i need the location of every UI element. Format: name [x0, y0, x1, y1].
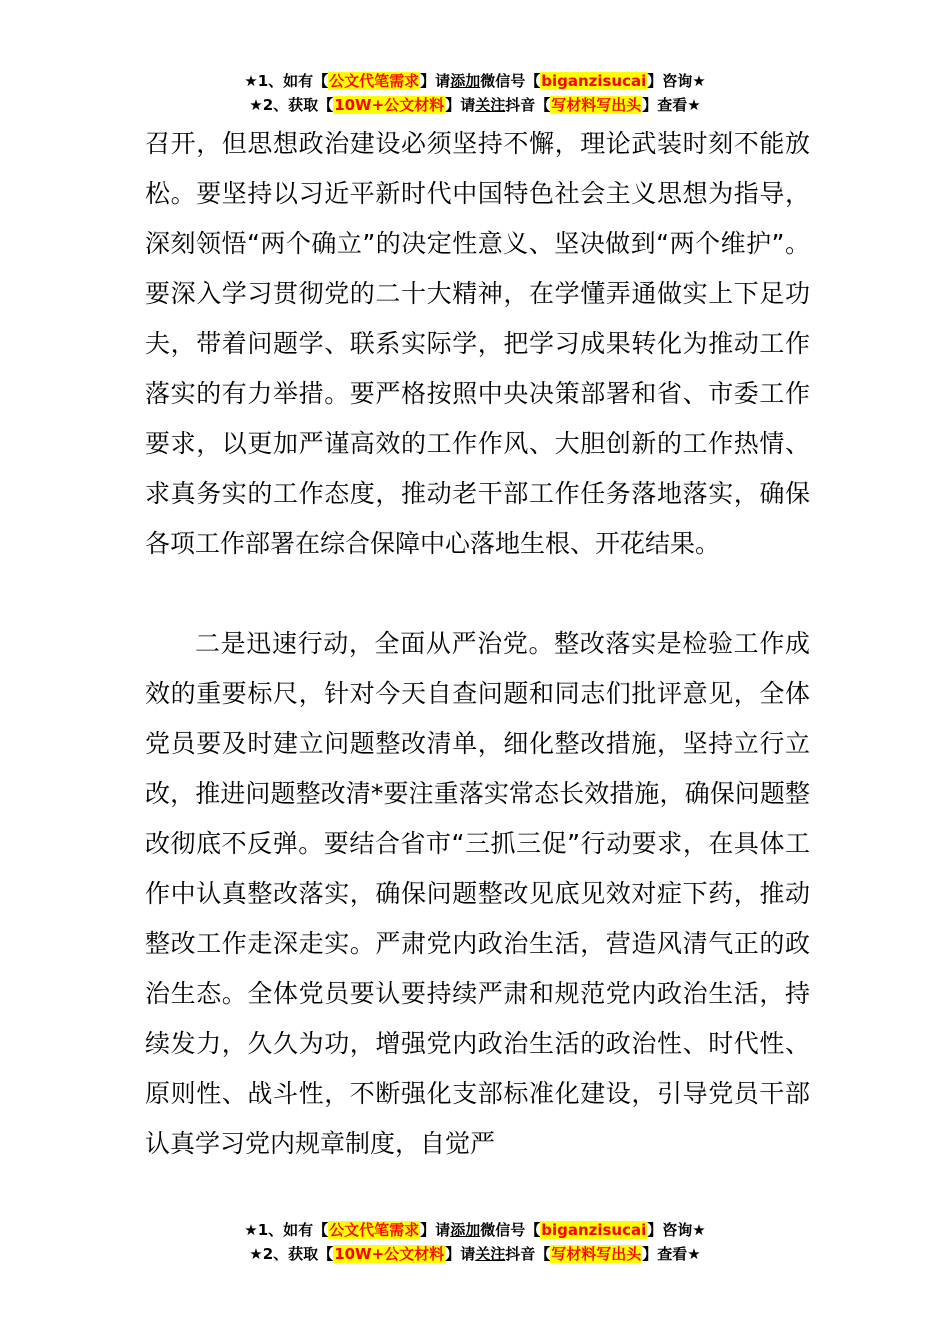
header-banner [0, 69, 950, 117]
banner-text: 】查看★ [642, 1245, 701, 1263]
document-body [145, 119, 810, 1169]
banner-underlined-text: 添加 [450, 1221, 481, 1239]
body-paragraph-1: 召开，但思想政治建设必须坚持不懈，理论武装时刻不能放松。要坚持以习近平新时代中国特色社会主义思想为指导，深刻领悟“两个确立”的决定性意义、坚决做到“两个维护”。要深入学习贯彻党的二十大精神，在学懂弄通做实上下足功夫，带着问题学、联系实际学，把学习成果转化为推动工作落实的有力举措。要严格按照中央决策部署和省、市委工作要求，以更加严谨高效的工作作风、大胆创新的工作热情、求真务实的工作态度，推动老干部工作任务落地落实，确保各项工作部署在综合保障中心落地生根、开花结果。 [145, 129, 810, 558]
banner-text: 】请 [445, 1245, 476, 1263]
banner-line-1 [0, 69, 950, 93]
banner-highlight: 写材料写出头 [551, 96, 642, 114]
body-paragraph-2: 二是迅速行动，全面从严治党。整改落实是检验工作成效的重要标尺，针对今天自查问题和同志们批评意见，全体党员要及时建立问题整改清单，细化整改措施，坚持立行立改，推进问题整改清*要注重落实常态长效措施，确保问题整改彻底不反弹。要结合省市“三抓三促”行动要求，在具体工作中认真整改落实，确保问题整改见底见效对症下药，推动整改工作走深走实。严肃党内政治生活，营造风清气正的政治生态。全体党员要认要持续严肃和规范党内政治生活，持续发力，久久为功，增强党内政治生活的政治性、时代性、原则性、战斗性，不断强化支部标准化建设，引导党员干部认真学习党内规章制度，自觉严 [145, 629, 810, 1158]
banner-text: 】咨询★ [647, 72, 706, 90]
banner-highlight: 10W+公文材料 [334, 96, 445, 114]
banner-line-2 [0, 93, 950, 117]
banner-text: ★1、如有【 [244, 72, 329, 90]
banner-highlight: 公文代笔需求 [329, 72, 420, 90]
banner-text: ★1、如有【 [244, 1221, 329, 1239]
banner-underlined-text: 关注 [475, 96, 506, 114]
banner-text: 】请 [420, 1221, 451, 1239]
banner-text: 】咨询★ [647, 1221, 706, 1239]
banner-line-1 [0, 1218, 950, 1242]
banner-highlight: 公文代笔需求 [329, 1221, 420, 1239]
banner-highlight: biganzisucai [541, 1221, 647, 1239]
banner-highlight: 10W+公文材料 [334, 1245, 445, 1263]
banner-line-2 [0, 1242, 950, 1266]
banner-text: 】查看★ [642, 96, 701, 114]
banner-text: ★2、获取【 [249, 1245, 334, 1263]
banner-text: 抖音【 [505, 96, 551, 114]
banner-text: 抖音【 [505, 1245, 551, 1263]
banner-underlined-text: 添加 [450, 72, 481, 90]
banner-text: 微信号【 [480, 1221, 541, 1239]
banner-highlight: 写材料写出头 [551, 1245, 642, 1263]
banner-highlight: biganzisucai [541, 72, 647, 90]
banner-text: ★2、获取【 [249, 96, 334, 114]
footer-banner [0, 1218, 950, 1266]
banner-text: 微信号【 [480, 72, 541, 90]
banner-text: 】请 [420, 72, 451, 90]
banner-text: 】请 [445, 96, 476, 114]
banner-underlined-text: 关注 [475, 1245, 506, 1263]
